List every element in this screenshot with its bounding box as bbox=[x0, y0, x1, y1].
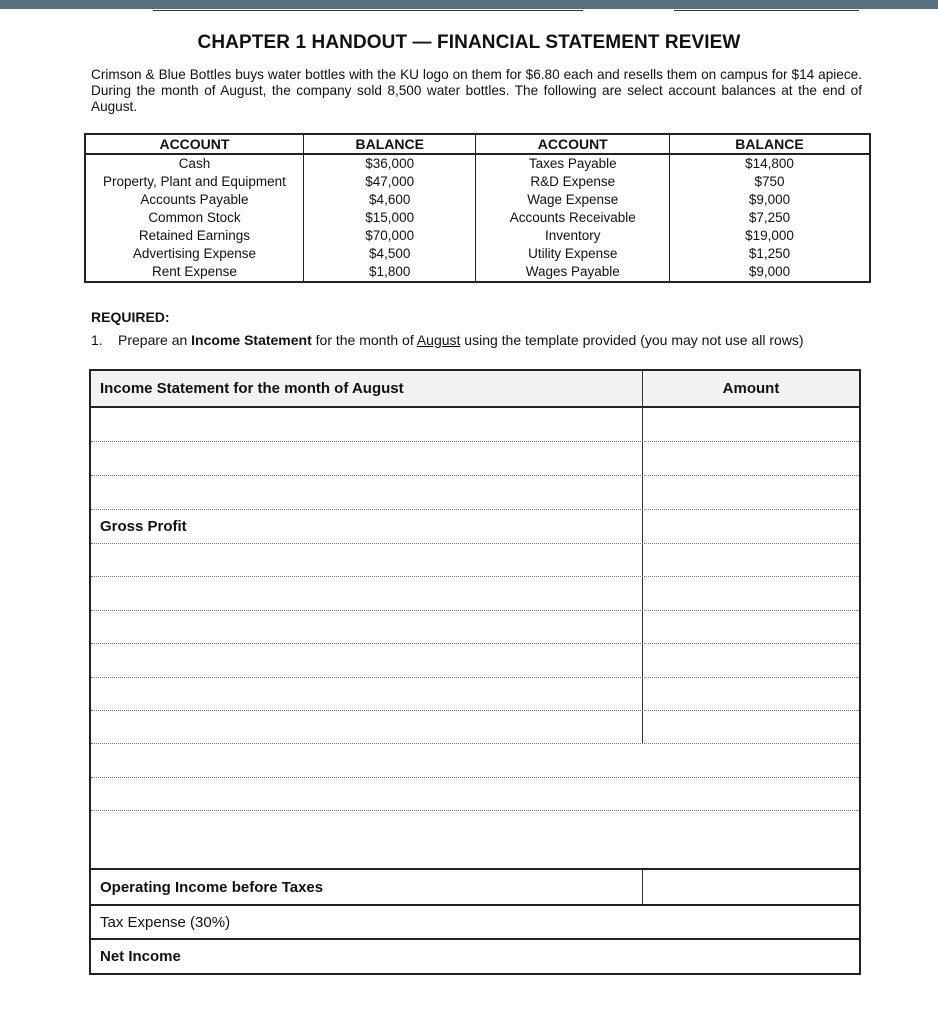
column-header: ACCOUNT bbox=[476, 134, 670, 154]
income-statement-header-row bbox=[91, 371, 859, 408]
tax-expense-row[interactable] bbox=[91, 906, 859, 940]
account-cell: Cash bbox=[85, 154, 303, 173]
balance-cell: $4,600 bbox=[303, 191, 476, 209]
balance-cell: $70,000 bbox=[303, 227, 476, 245]
balance-cell: $36,000 bbox=[303, 154, 476, 173]
income-statement-header-label: Income Statement for the month of August bbox=[100, 380, 404, 397]
required-bold-term: Income Statement bbox=[191, 332, 312, 348]
required-text-part: Prepare an bbox=[118, 332, 192, 348]
operating-income-label: Operating Income before Taxes bbox=[100, 878, 324, 896]
account-cell: Wage Expense bbox=[476, 191, 670, 209]
income-statement-blank-row[interactable] bbox=[91, 644, 859, 678]
gross-profit-row[interactable] bbox=[91, 510, 859, 544]
balance-cell: $14,800 bbox=[669, 154, 870, 173]
income-statement-blank-row[interactable] bbox=[91, 711, 859, 744]
income-statement-blank-row[interactable] bbox=[91, 577, 859, 611]
header-rule-left bbox=[153, 10, 583, 11]
required-item-number: 1. bbox=[91, 332, 103, 348]
account-cell: Accounts Receivable bbox=[476, 209, 670, 227]
required-text-part: using the template provided (you may not use all rows) bbox=[460, 332, 804, 348]
required-item bbox=[91, 332, 804, 348]
column-header: ACCOUNT bbox=[85, 134, 303, 154]
net-income-row[interactable] bbox=[91, 940, 859, 973]
account-cell: Utility Expense bbox=[476, 245, 670, 263]
income-statement-blank-row[interactable] bbox=[91, 678, 859, 711]
account-cell: R&D Expense bbox=[476, 173, 670, 191]
balance-cell: $1,800 bbox=[303, 263, 476, 282]
table-row bbox=[85, 173, 870, 191]
account-cell: Wages Payable bbox=[476, 263, 670, 282]
income-statement-blank-row[interactable] bbox=[91, 611, 859, 644]
account-cell: Common Stock bbox=[85, 209, 303, 227]
account-cell: Retained Earnings bbox=[85, 227, 303, 245]
header-rule-right bbox=[674, 10, 859, 11]
column-header: BALANCE bbox=[303, 134, 476, 154]
net-income-label: Net Income bbox=[100, 948, 181, 965]
gross-profit-label: Gross Profit bbox=[100, 518, 187, 535]
table-row bbox=[85, 227, 870, 245]
income-statement-blank-row[interactable] bbox=[91, 811, 859, 870]
income-statement-blank-row[interactable] bbox=[91, 544, 859, 577]
account-cell: Property, Plant and Equipment bbox=[85, 173, 303, 191]
required-text-part: for the month of bbox=[311, 332, 417, 348]
required-heading: REQUIRED: bbox=[91, 309, 170, 325]
balance-cell: $9,000 bbox=[669, 263, 870, 282]
balance-cell: $7,250 bbox=[669, 209, 870, 227]
balance-cell: $19,000 bbox=[669, 227, 870, 245]
operating-income-row[interactable] bbox=[91, 870, 859, 906]
income-statement-blank-row[interactable] bbox=[91, 442, 859, 476]
account-cell: Rent Expense bbox=[85, 263, 303, 282]
required-underlined-term: August bbox=[416, 332, 461, 348]
table-header-row bbox=[85, 134, 870, 154]
income-statement-blank-row[interactable] bbox=[91, 476, 859, 510]
page-title: CHAPTER 1 HANDOUT — FINANCIAL STATEMENT REVIEW bbox=[197, 32, 741, 53]
income-statement-template bbox=[89, 369, 861, 975]
table-row bbox=[85, 245, 870, 263]
table-row bbox=[85, 209, 870, 227]
table-row bbox=[85, 154, 870, 173]
account-cell: Inventory bbox=[476, 227, 670, 245]
top-toolbar-strip bbox=[0, 0, 938, 9]
income-statement-blank-row[interactable] bbox=[91, 408, 859, 442]
account-cell: Accounts Payable bbox=[85, 191, 303, 209]
balance-cell: $1,250 bbox=[669, 245, 870, 263]
balance-cell: $9,000 bbox=[669, 191, 870, 209]
balance-cell: $750 bbox=[669, 173, 870, 191]
balance-cell: $47,000 bbox=[303, 173, 476, 191]
account-cell: Taxes Payable bbox=[476, 154, 670, 173]
table-row bbox=[85, 263, 870, 282]
table-row bbox=[85, 191, 870, 209]
income-statement-blank-row[interactable] bbox=[91, 778, 859, 811]
account-cell: Advertising Expense bbox=[85, 245, 303, 263]
tax-expense-label: Tax Expense (30%) bbox=[100, 913, 231, 931]
balance-cell: $4,500 bbox=[303, 245, 476, 263]
account-balances-table bbox=[84, 133, 871, 283]
column-header: BALANCE bbox=[669, 134, 870, 154]
intro-paragraph: Crimson & Blue Bottles buys water bottles with the KU logo on them for $6.80 each and resells them on campus for $14 apiece. During the month of August, the company sold 8,500 water bottles. The following are select account balances at the end of August. bbox=[91, 67, 862, 114]
balance-cell: $15,000 bbox=[303, 209, 476, 227]
income-statement-blank-row[interactable] bbox=[91, 744, 859, 778]
amount-header: Amount bbox=[722, 380, 780, 397]
